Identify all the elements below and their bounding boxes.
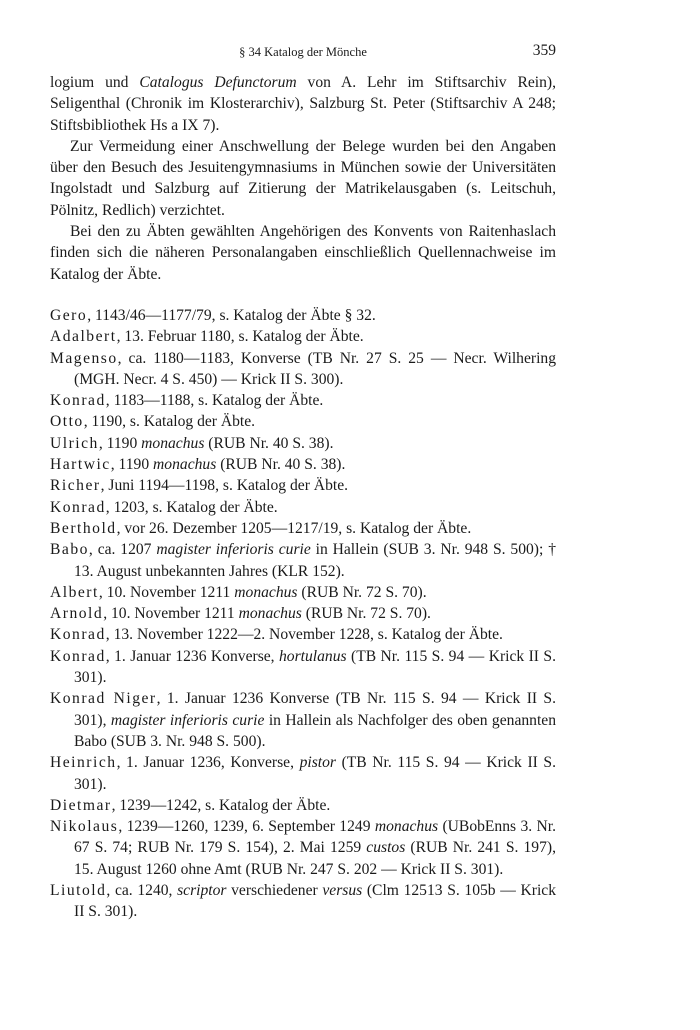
entry-text: , 10. November 1211 (103, 605, 239, 623)
monk-name: Ulrich (50, 434, 99, 452)
monk-name: Berthold (50, 519, 117, 537)
monk-name: Konrad (50, 498, 106, 516)
running-head: § 34 Katalog der Mönche (239, 45, 367, 59)
entry-text: (RUB Nr. 40 S. 38). (204, 434, 334, 452)
catalog-entry (50, 433, 556, 454)
entry-text: verschiedener (226, 881, 323, 899)
entry-text: , 1190 (98, 434, 142, 452)
entry-italic: custos (366, 839, 406, 857)
entry-text: (TB Nr. 115 S. 94 — Krick II S. 301). (74, 754, 556, 793)
monk-name: Heinrich (50, 754, 117, 772)
entry-text: , vor 26. Dezember 1205—1217/19, s. Katalog der Äbte. (116, 519, 472, 537)
entry-text: , 1. Januar 1236 Konverse (TB Nr. 115 S. 94 — Krick II S. 301), (74, 690, 556, 729)
entry-italic: monachus (234, 583, 298, 601)
catalog-entry (50, 326, 556, 347)
entry-italic: magister inferioris curie (156, 541, 311, 559)
entry-text: (RUB Nr. 241 S. 197), 15. August 1260 ohne Amt (RUB Nr. 247 S. 202 — Krick II S. 301). (74, 839, 556, 878)
monk-name: Konrad Niger (50, 690, 157, 708)
entry-italic: magister inferioris curie (110, 711, 265, 729)
monk-name: Albert (50, 583, 99, 601)
entry-text: , 13. November 1222—2. November 1228, s. Katalog der Äbte. (105, 626, 503, 644)
entry-text: (RUB Nr. 40 S. 38). (216, 456, 346, 474)
monk-name: Nikolaus (50, 818, 119, 836)
entry-text: (RUB Nr. 72 S. 70). (301, 605, 431, 623)
entry-text: (Clm 12513 S. 105b — Krick II S. 301). (74, 881, 556, 921)
intro-italic-title: Catalogus Defunctorum (139, 74, 297, 91)
entry-text: , ca. 1180—1183, Konverse (TB Nr. 27 S. 25 — Necr. Wilhering (MGH. Necr. 4 S. 450) — Krick II S. 300). (74, 349, 556, 388)
catalog-entry (50, 816, 556, 880)
entry-text: , Juni 1194—1198, s. Katalog der Äbte. (100, 477, 349, 495)
catalog-entry (50, 539, 556, 582)
entry-text: , ca. 1240, (106, 881, 178, 899)
entry-text: in Hallein als Nachfolger des oben genannten Babo (SUB 3. Nr. 948 S. 500). (74, 711, 557, 750)
page-body (50, 72, 556, 923)
entry-italic: monachus (153, 456, 217, 474)
entry-italic: versus (322, 881, 363, 899)
catalog-entry (50, 454, 556, 475)
monk-name: Otto (50, 413, 84, 431)
catalog-entry (50, 348, 556, 391)
monk-name: Magenso (50, 349, 118, 367)
entry-text: (RUB Nr. 72 S. 70). (297, 583, 427, 601)
entry-text: , 13. Februar 1180, s. Katalog der Äbte. (116, 328, 364, 346)
entry-text: , 1190, s. Katalog der Äbte. (83, 413, 256, 431)
entry-italic: scriptor (177, 881, 227, 899)
page-number: 359 (532, 42, 556, 59)
monk-name: Dietmar (50, 796, 112, 814)
entry-text: , 1. Januar 1236 Konverse, (105, 647, 279, 665)
entry-text: , ca. 1207 (88, 541, 157, 559)
entry-italic: pistor (299, 754, 336, 772)
entry-italic: monachus (141, 434, 205, 452)
section-gap (50, 285, 556, 305)
entry-italic: monachus (238, 605, 302, 623)
catalog-entry (50, 880, 556, 923)
catalog-entry (50, 646, 556, 689)
entry-text: in Hallein (SUB 3. Nr. 948 S. 500); † 13. August unbekannten Jahres (KLR 152). (74, 541, 556, 580)
catalog-entry (50, 582, 556, 603)
entry-text: (TB Nr. 115 S. 94 — Krick II S. 301). (74, 647, 556, 687)
intro-text: von A. Lehr im Stiftsarchiv Rein), Seligenthal (Chronik im Klosterarchiv), Salzburg St. Peter (Stiftsarchiv A 248; Stiftsbibliothek Hs a IX 7). (50, 74, 556, 134)
catalog-entry (50, 603, 556, 624)
monk-name: Konrad (50, 647, 106, 665)
intro-paragraph-1 (50, 72, 556, 136)
entry-text: , 1203, s. Katalog der Äbte. (105, 498, 278, 516)
catalog-entry (50, 411, 556, 432)
monk-name: Arnold (50, 605, 104, 623)
catalog-entry (50, 390, 556, 411)
entry-italic: monachus (374, 818, 439, 836)
entry-text: , 10. November 1211 (98, 583, 235, 601)
catalog-entry (50, 795, 556, 816)
monk-catalog-list (50, 305, 556, 923)
catalog-entry (50, 624, 556, 645)
entry-italic: hortulanus (279, 647, 347, 665)
intro-paragraph-3: Bei den zu Äbten gewählten Angehörigen des Konvents von Raitenhaslach finden sich die näheren Personalangaben einschließlich Quellennachweise im Katalog der Äbte. (50, 223, 556, 283)
entry-text: (UBobEnns 3. Nr. 67 S. 74; RUB Nr. 179 S. 154), 2. Mai 1259 (74, 818, 556, 857)
catalog-entry (50, 497, 556, 518)
catalog-entry (50, 688, 556, 752)
monk-name: Gero (50, 306, 88, 324)
monk-name: Liutold (50, 881, 107, 899)
monk-name: Konrad (50, 392, 106, 410)
entry-text: , 1183—1188, s. Katalog der Äbte. (105, 392, 324, 410)
monk-name: Konrad (50, 626, 106, 644)
page-header (50, 42, 556, 64)
intro-paragraph-2: Zur Vermeidung einer Anschwellung der Belege wurden bei den Angaben über den Besuch des Jesuitengymnasiums in München sowie der Universitäten Ingolstadt und Salzburg auf Zitierung der Matrikelausgaben (s. Leitschuh, Pölnitz, Redlich) verzichtet. (50, 137, 556, 219)
monk-name: Babo (50, 541, 89, 559)
monk-name: Hartwic (50, 456, 111, 474)
catalog-entry (50, 752, 556, 795)
catalog-entry (50, 305, 556, 326)
entry-text: , 1239—1242, s. Katalog der Äbte. (111, 796, 331, 814)
catalog-entry (50, 475, 556, 496)
catalog-entry (50, 518, 556, 539)
entry-text: , 1239—1260, 1239, 6. September 1249 (118, 818, 375, 836)
intro-text: logium und (50, 74, 140, 91)
entry-text: , 1143/46—1177/79, s. Katalog der Äbte § 32. (87, 306, 376, 324)
entry-text: , 1190 (110, 456, 154, 474)
monk-name: Adalbert (50, 328, 117, 346)
entry-text: , 1. Januar 1236, Konverse, (116, 754, 300, 772)
monk-name: Richer (50, 477, 101, 495)
